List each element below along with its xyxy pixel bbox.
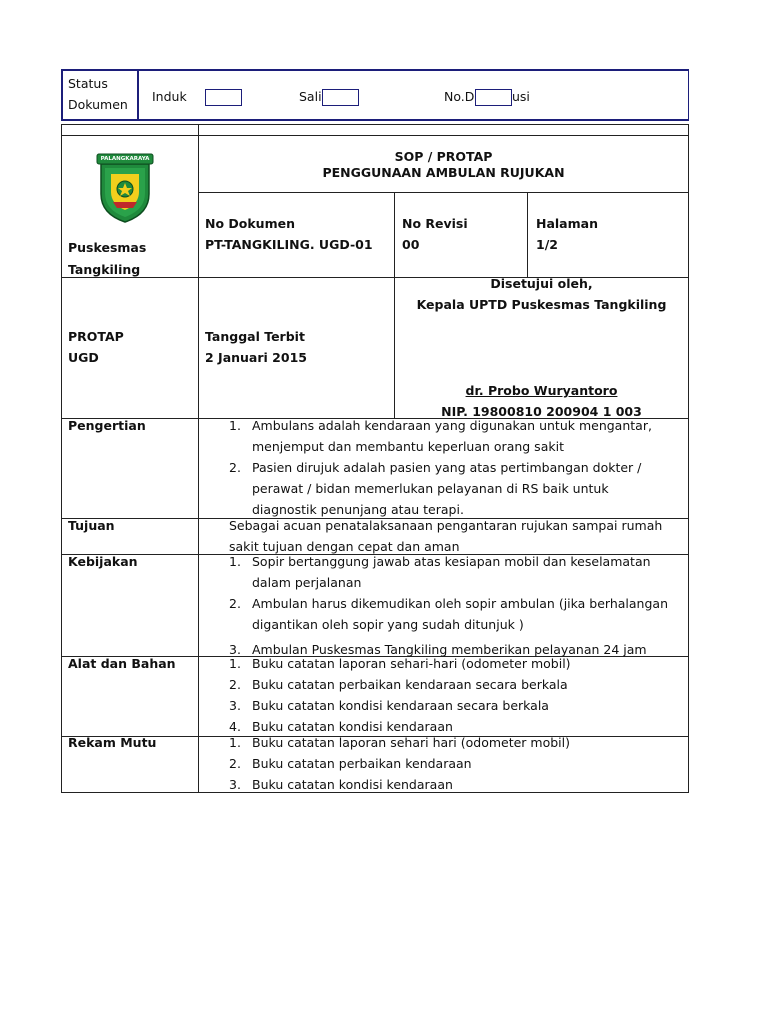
tujuan-text: Sebagai acuan penatalaksanaan pengantaran rujukan sampai rumah [229, 518, 663, 533]
page-title: SOP / PROTAP PENGGUNAAN AMBULAN RUJUKAN [322, 149, 565, 180]
org-name: Puskesmas [68, 240, 147, 255]
list-item: 1. Buku catatan laporan sehari hari (odometer mobil) [229, 735, 571, 750]
list-item: 2. Buku catatan perbaikan kendaraan [229, 756, 472, 771]
issue-date-value: 2 Januari 2015 [205, 350, 307, 365]
pengertian-list [229, 415, 652, 520]
section-label-kebijakan: Kebijakan [68, 554, 138, 569]
approval-block [394, 273, 689, 315]
list-item: 4. Buku catatan kondisi kendaraan [229, 719, 453, 734]
distribusi-label: No.D [444, 89, 475, 104]
emblem-banner-text: PALANGKARAYA [100, 156, 150, 162]
induk-label: Induk [152, 89, 187, 104]
page-label: Halaman [536, 216, 598, 231]
list-item: 2. Ambulan harus dikemudikan oleh sopir ambulan (jika berhalangan digantikan oleh sopir yang sudah ditunjuk ) [229, 596, 668, 632]
list-item: 3. Ambulan Puskesmas Tangkiling memberikan pelayanan 24 jam [229, 642, 647, 657]
section-label-alat: Alat dan Bahan [68, 656, 176, 671]
alat-list [229, 653, 571, 737]
protap-label: PROTAP [68, 329, 124, 344]
section-label-tujuan: Tujuan [68, 518, 115, 533]
induk-checkbox[interactable] [205, 89, 242, 106]
rekam-list [229, 732, 570, 795]
signer-name: dr. Probo Wuryantoro [465, 383, 618, 398]
distribusi-checkbox[interactable] [475, 89, 512, 106]
palangkaraya-emblem [95, 152, 155, 224]
list-item: 3. Buku catatan kondisi kendaraan secara berkala [229, 698, 549, 713]
section-label-rekam: Rekam Mutu [68, 735, 157, 750]
list-item: 1. Ambulans adalah kendaraan yang digunakan untuk mengantar, menjemput dan membantu keperluan orang sakit [229, 418, 652, 454]
salinan-label: Sali [299, 89, 322, 104]
revision-value: 00 [402, 237, 420, 252]
tujuan-text-2: sakit tujuan dengan cepat dan aman [229, 539, 460, 554]
issue-date-label: Tanggal Terbit [205, 329, 305, 344]
org-name-2: Tangkiling [68, 262, 141, 277]
revision-label: No Revisi [402, 216, 468, 231]
distribusi-label-end: usi [512, 89, 530, 104]
status-label: Status [68, 76, 108, 91]
section-label-pengertian: Pengertian [68, 418, 146, 433]
kebijakan-list [229, 551, 668, 660]
doc-number-label: No Dokumen [205, 216, 295, 231]
list-item: 1. Sopir bertanggung jawab atas kesiapan mobil dan keselamatan dalam perjalanan [229, 554, 651, 590]
page-value: 1/2 [536, 237, 558, 252]
list-item: 1. Buku catatan laporan sehari-hari (odometer mobil) [229, 656, 571, 671]
status-label-2: Dokumen [68, 97, 128, 112]
list-item: 2. Pasien dirujuk adalah pasien yang atas pertimbangan dokter / perawat / bidan memerlukan pelayanan di RS baik untuk diagnostik penunjang atau terapi. [229, 460, 642, 517]
list-item: 3. Buku catatan kondisi kendaraan [229, 777, 453, 792]
doc-number-value: PT-TANGKILING. UGD-01 [205, 237, 373, 252]
list-item: 2. Buku catatan perbaikan kendaraan secara berkala [229, 677, 568, 692]
signer-nip: NIP. 19800810 200904 1 003 [441, 404, 642, 419]
approver-title: Kepala UPTD Puskesmas Tangkiling [416, 297, 667, 312]
protap-unit: UGD [68, 350, 99, 365]
salinan-checkbox[interactable] [322, 89, 359, 106]
approved-by: Disetujui oleh, [490, 276, 593, 291]
